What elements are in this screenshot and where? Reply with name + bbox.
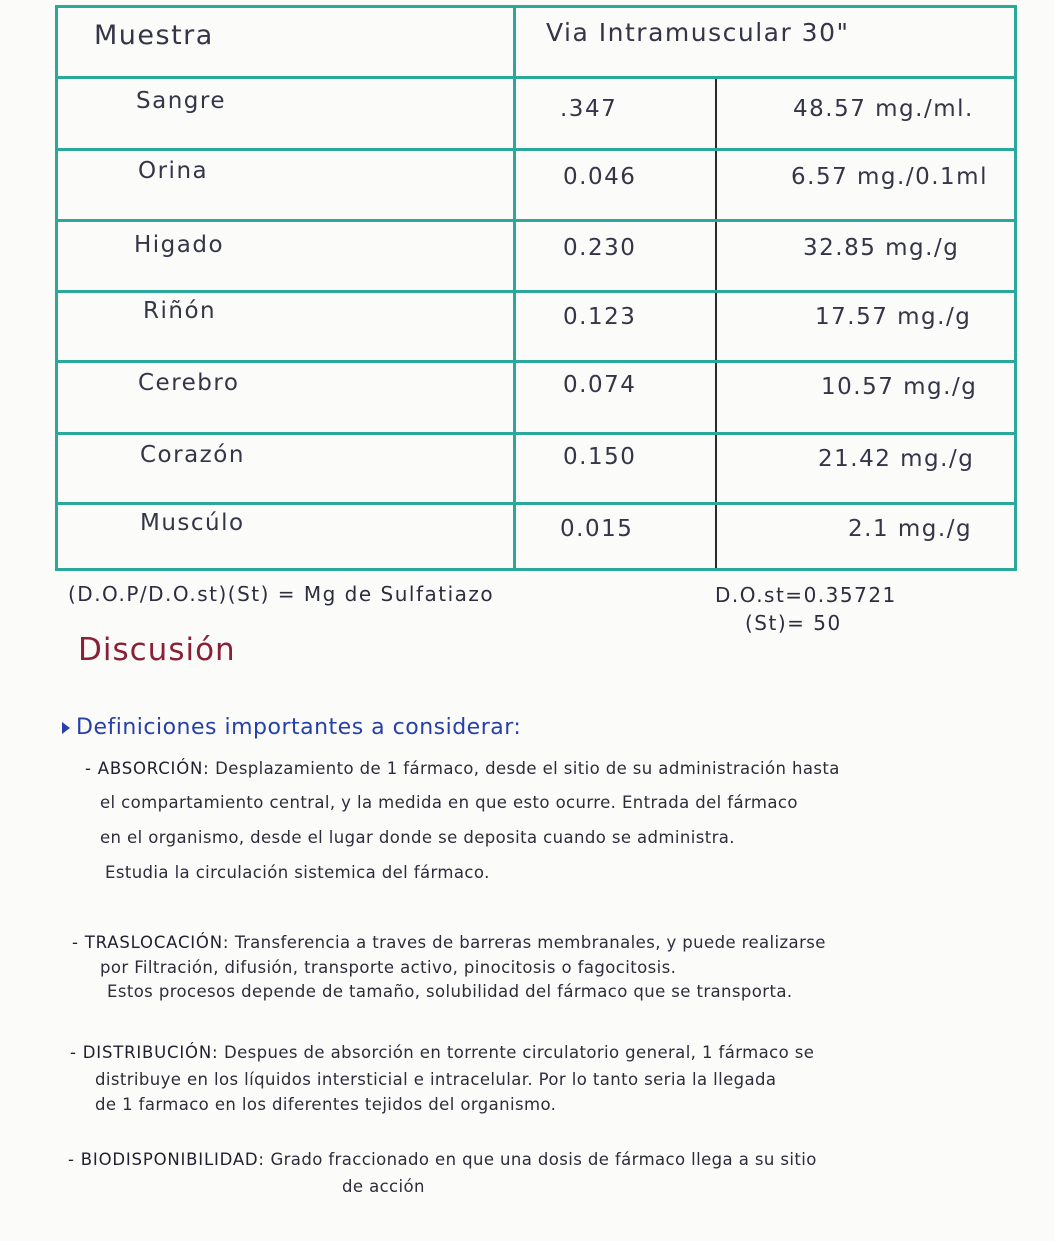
discussion-title: Discusión: [78, 632, 236, 668]
traslocacion-term: - TRASLOCACIÓN:: [72, 933, 230, 952]
distribucion-line: [70, 1043, 814, 1062]
concentration-value: 10.57 mg./g: [821, 374, 978, 400]
formula-st: (St)= 50: [745, 611, 842, 635]
biodisponibilidad-line: de acción: [342, 1177, 425, 1196]
concentration-value: 32.85 mg./g: [803, 235, 960, 261]
absorbance-value: .347: [560, 96, 618, 122]
distribucion-line: de 1 farmaco en los diferentes tejidos del organismo.: [95, 1095, 557, 1114]
sample-name: Cerebro: [138, 370, 240, 396]
traslocacion-line: Estos procesos depende de tamaño, solubilidad del fármaco que se transporta.: [107, 982, 793, 1001]
distribucion-line: distribuye en los líquidos intersticial e intracelular. Por lo tanto seria la llegada: [95, 1070, 777, 1089]
absorbance-value: 0.046: [563, 164, 637, 190]
sample-name: Muscúlo: [140, 510, 245, 536]
absorcion-line: [85, 759, 840, 778]
concentration-value: 17.57 mg./g: [815, 304, 972, 330]
biodisponibilidad-line: [68, 1150, 817, 1169]
absorcion-term: - ABSORCIÓN:: [85, 759, 210, 778]
distribucion-term: - DISTRIBUCIÓN:: [70, 1043, 219, 1062]
sample-name: Higado: [134, 232, 225, 258]
absorbance-value: 0.074: [563, 372, 637, 398]
concentration-value: 48.57 mg./ml.: [793, 96, 974, 122]
absorbance-value: 0.150: [563, 444, 637, 470]
sample-name: Orina: [138, 158, 209, 184]
biodisponibilidad-text: Grado fraccionado en que una dosis de fármaco llega a su sitio: [270, 1150, 817, 1169]
header-sample: Muestra: [94, 20, 214, 51]
traslocacion-line: [72, 933, 826, 952]
results-table: [55, 5, 1017, 571]
traslocacion-text: Transferencia a traves de barreras membranales, y puede realizarse: [234, 933, 826, 952]
absorbance-value: 0.015: [560, 516, 634, 542]
distribucion-text: Despues de absorción en torrente circulatorio general, 1 fármaco se: [223, 1043, 815, 1062]
bullet-icon: [62, 722, 70, 734]
definitions-heading-text: Definiciones importantes a considerar:: [76, 715, 522, 740]
biodisponibilidad-term: - BIODISPONIBILIDAD:: [68, 1150, 265, 1169]
definitions-heading: [62, 715, 521, 740]
absorcion-line: en el organismo, desde el lugar donde se deposita cuando se administra.: [100, 828, 735, 847]
header-route: Via Intramuscular 30": [546, 18, 850, 47]
sample-name: Corazón: [140, 442, 245, 468]
absorbance-value: 0.123: [563, 304, 637, 330]
absorbance-value: 0.230: [563, 235, 637, 261]
concentration-value: 2.1 mg./g: [848, 516, 973, 542]
absorcion-line: Estudia la circulación sistemica del fármaco.: [105, 863, 490, 882]
concentration-value: 6.57 mg./0.1ml: [791, 164, 988, 190]
formula-equation: (D.O.P/D.O.st)(St) = Mg de Sulfatiazo: [68, 582, 495, 606]
concentration-value: 21.42 mg./g: [818, 446, 975, 472]
traslocacion-line: por Filtración, difusión, transporte activo, pinocitosis o fagocitosis.: [100, 958, 677, 977]
absorcion-text: Desplazamiento de 1 fármaco, desde el sitio de su administración hasta: [215, 759, 840, 778]
absorcion-line: el compartamiento central, y la medida en que esto ocurre. Entrada del fármaco: [100, 793, 798, 812]
sample-name: Sangre: [136, 88, 226, 114]
sample-name: Riñón: [143, 298, 217, 324]
formula-dost: D.O.st=0.35721: [715, 583, 897, 607]
